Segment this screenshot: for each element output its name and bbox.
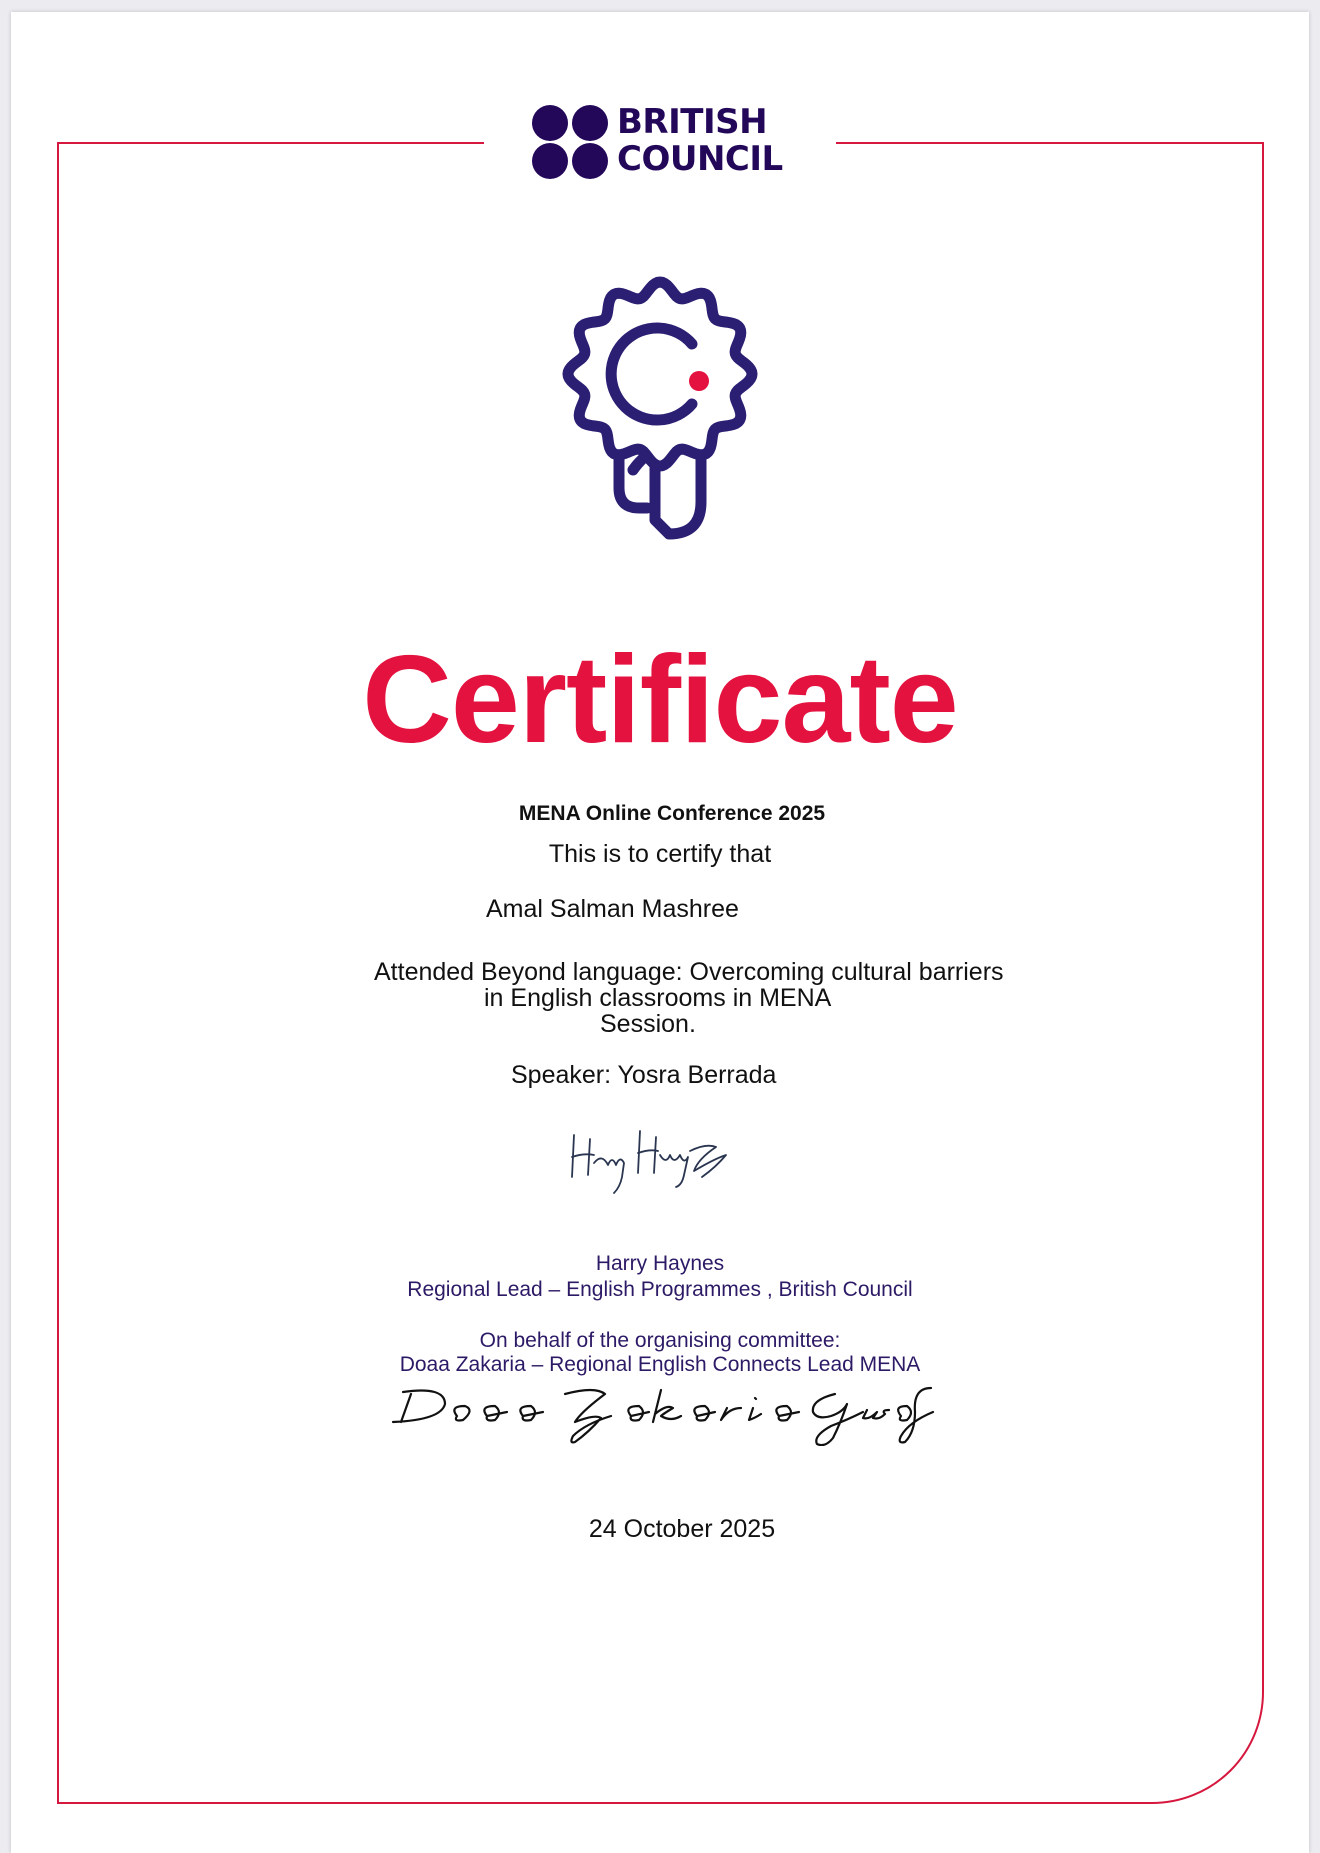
signatory-1-role: Regional Lead – English Programmes , British Council	[407, 1278, 913, 1301]
logo-line-2: COUNCIL	[617, 139, 783, 179]
event-name: MENA Online Conference 2025	[518, 802, 826, 825]
logo-line-1: BRITISH	[617, 102, 768, 142]
british-council-dots-icon	[530, 104, 612, 180]
session-line-2: in English classrooms in MENA	[484, 984, 832, 1012]
signatory-2-name-role: Doaa Zakaria – Regional English Connects Lead MENA	[399, 1353, 921, 1376]
recipient-name: Amal Salman Mashree	[486, 895, 739, 923]
session-line-3: Session.	[600, 1010, 696, 1038]
signatory-2-behalf: On behalf of the organising committee:	[479, 1329, 841, 1352]
award-rosette-icon	[555, 270, 765, 540]
session-line-1: Attended Beyond language: Overcoming cultural barriers	[374, 958, 1004, 986]
signature-doaa-zakaria	[385, 1382, 935, 1446]
signature-harry-haynes	[566, 1125, 766, 1195]
certificate-title: Certificate	[362, 631, 958, 769]
signatory-1-name: Harry Haynes	[595, 1252, 725, 1275]
certify-intro: This is to certify that	[548, 840, 772, 868]
certificate-date: 24 October 2025	[588, 1515, 776, 1543]
british-council-wordmark	[617, 104, 783, 178]
speaker: Speaker: Yosra Berrada	[511, 1061, 777, 1089]
